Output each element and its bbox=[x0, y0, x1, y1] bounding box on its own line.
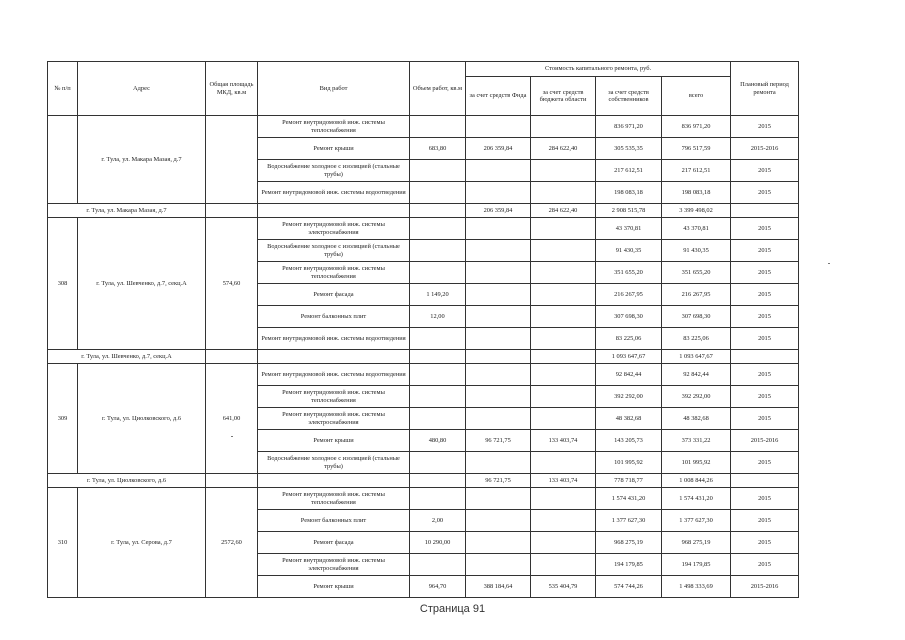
total-cell: 307 698,30 bbox=[662, 306, 731, 328]
area-cell: 574,60 bbox=[206, 218, 258, 350]
period-cell: 2015 bbox=[731, 262, 799, 284]
volume-cell: 964,70 bbox=[410, 576, 466, 598]
owners-cell: 1 574 431,20 bbox=[596, 488, 662, 510]
work-type-cell: Ремонт внутридомовой инж. системы теплоснабжения bbox=[258, 488, 410, 510]
fund-cell bbox=[466, 284, 531, 306]
period-cell: 2015 bbox=[731, 284, 799, 306]
volume-cell bbox=[410, 554, 466, 576]
owners-cell: 194 179,85 bbox=[596, 554, 662, 576]
subtotal-owners: 1 093 647,67 bbox=[596, 350, 662, 364]
owners-cell: 305 535,35 bbox=[596, 138, 662, 160]
subtotal-empty bbox=[731, 350, 799, 364]
fund-cell bbox=[466, 488, 531, 510]
subtotal-empty bbox=[410, 204, 466, 218]
period-cell: 2015 bbox=[731, 408, 799, 430]
region-cell bbox=[531, 218, 596, 240]
owners-cell: 43 370,81 bbox=[596, 218, 662, 240]
total-cell: 373 331,22 bbox=[662, 430, 731, 452]
row-number bbox=[48, 116, 78, 204]
volume-cell: 2,00 bbox=[410, 510, 466, 532]
total-cell: 92 842,44 bbox=[662, 364, 731, 386]
region-cell: 284 622,40 bbox=[531, 138, 596, 160]
fund-cell bbox=[466, 554, 531, 576]
volume-cell bbox=[410, 488, 466, 510]
owners-cell: 92 842,44 bbox=[596, 364, 662, 386]
volume-cell bbox=[410, 116, 466, 138]
subtotal-owners: 2 908 515,78 bbox=[596, 204, 662, 218]
header-address: Адрес bbox=[78, 62, 206, 116]
row-number: 309 bbox=[48, 364, 78, 474]
subtotal-empty bbox=[731, 474, 799, 488]
owners-cell: 836 971,20 bbox=[596, 116, 662, 138]
volume-cell bbox=[410, 240, 466, 262]
fund-cell: 388 184,64 bbox=[466, 576, 531, 598]
work-type-cell: Ремонт фасада bbox=[258, 532, 410, 554]
address-cell: г. Тула, ул. Серова, д.7 bbox=[78, 488, 206, 598]
subtotal-empty bbox=[206, 350, 258, 364]
region-cell: 535 404,79 bbox=[531, 576, 596, 598]
volume-cell bbox=[410, 364, 466, 386]
work-type-cell: Водоснабжение холодное с изоляцией (стальные трубы) bbox=[258, 452, 410, 474]
owners-cell: 216 267,95 bbox=[596, 284, 662, 306]
header-period: Плановый период ремонта bbox=[731, 62, 799, 116]
subtotal-address: г. Тула, ул. Шевченко, д.7, секц.А bbox=[48, 350, 206, 364]
volume-cell bbox=[410, 160, 466, 182]
header-fund: за счет средств Фнда bbox=[466, 77, 531, 116]
fund-cell bbox=[466, 306, 531, 328]
volume-cell bbox=[410, 218, 466, 240]
work-type-cell: Ремонт внутридомовой инж. системы теплоснабжения bbox=[258, 116, 410, 138]
owners-cell: 307 698,30 bbox=[596, 306, 662, 328]
work-type-cell: Ремонт внутридомовой инж. системы электроснабжения bbox=[258, 218, 410, 240]
fund-cell bbox=[466, 364, 531, 386]
owners-cell: 83 225,06 bbox=[596, 328, 662, 350]
region-cell bbox=[531, 182, 596, 204]
subtotal-region: 133 403,74 bbox=[531, 474, 596, 488]
volume-cell bbox=[410, 182, 466, 204]
period-cell: 2015-2016 bbox=[731, 430, 799, 452]
table-row bbox=[48, 488, 799, 510]
work-type-cell: Ремонт крыши bbox=[258, 430, 410, 452]
header-area: Общая площадь МКД, кв.м bbox=[206, 62, 258, 116]
subtotal-fund: 96 721,75 bbox=[466, 474, 531, 488]
volume-cell: 1 149,20 bbox=[410, 284, 466, 306]
volume-cell: 12,00 bbox=[410, 306, 466, 328]
subtotal-row bbox=[48, 350, 799, 364]
work-type-cell: Ремонт внутридомовой инж. системы теплоснабжения bbox=[258, 386, 410, 408]
work-type-cell: Ремонт внутридомовой инж. системы водоотведения bbox=[258, 364, 410, 386]
region-cell bbox=[531, 328, 596, 350]
scan-speck bbox=[231, 436, 233, 437]
total-cell: 198 083,18 bbox=[662, 182, 731, 204]
total-cell: 392 292,00 bbox=[662, 386, 731, 408]
fund-cell bbox=[466, 160, 531, 182]
region-cell bbox=[531, 284, 596, 306]
area-cell: 2572,60 bbox=[206, 488, 258, 598]
region-cell bbox=[531, 532, 596, 554]
volume-cell: 480,80 bbox=[410, 430, 466, 452]
total-cell: 91 430,35 bbox=[662, 240, 731, 262]
subtotal-address: г. Тула, ул. Макара Мазая, д.7 bbox=[48, 204, 206, 218]
period-cell: 2015 bbox=[731, 510, 799, 532]
subtotal-empty bbox=[410, 350, 466, 364]
fund-cell: 206 359,84 bbox=[466, 138, 531, 160]
total-cell: 836 971,20 bbox=[662, 116, 731, 138]
fund-cell bbox=[466, 116, 531, 138]
owners-cell: 351 655,20 bbox=[596, 262, 662, 284]
fund-cell bbox=[466, 182, 531, 204]
work-type-cell: Водоснабжение холодное с изоляцией (стальные трубы) bbox=[258, 240, 410, 262]
fund-cell bbox=[466, 532, 531, 554]
table-row bbox=[48, 218, 799, 240]
owners-cell: 217 612,51 bbox=[596, 160, 662, 182]
period-cell: 2015 bbox=[731, 386, 799, 408]
header-volume: Объем работ, кв.м bbox=[410, 62, 466, 116]
subtotal-row bbox=[48, 474, 799, 488]
header-total: всего bbox=[662, 77, 731, 116]
total-cell: 43 370,81 bbox=[662, 218, 731, 240]
owners-cell: 143 205,73 bbox=[596, 430, 662, 452]
work-type-cell: Ремонт крыши bbox=[258, 576, 410, 598]
period-cell: 2015 bbox=[731, 488, 799, 510]
owners-cell: 101 995,92 bbox=[596, 452, 662, 474]
total-cell: 48 382,68 bbox=[662, 408, 731, 430]
work-type-cell: Ремонт внутридомовой инж. системы теплоснабжения bbox=[258, 262, 410, 284]
owners-cell: 48 382,68 bbox=[596, 408, 662, 430]
region-cell bbox=[531, 160, 596, 182]
work-type-cell: Ремонт балконных плит bbox=[258, 510, 410, 532]
total-cell: 1 377 627,30 bbox=[662, 510, 731, 532]
region-cell bbox=[531, 116, 596, 138]
total-cell: 217 612,51 bbox=[662, 160, 731, 182]
region-cell bbox=[531, 386, 596, 408]
fund-cell bbox=[466, 510, 531, 532]
region-cell bbox=[531, 262, 596, 284]
total-cell: 796 517,59 bbox=[662, 138, 731, 160]
total-cell: 351 655,20 bbox=[662, 262, 731, 284]
region-cell bbox=[531, 240, 596, 262]
fund-cell bbox=[466, 452, 531, 474]
table-body bbox=[48, 116, 799, 598]
volume-cell bbox=[410, 408, 466, 430]
header-owners: за счет средств собственников bbox=[596, 77, 662, 116]
address-cell: г. Тула, ул. Макара Мазая, д.7 bbox=[78, 116, 206, 204]
header-cost-group: Стоимость капитального ремонта, руб. bbox=[466, 62, 731, 77]
area-cell bbox=[206, 116, 258, 204]
region-cell bbox=[531, 306, 596, 328]
total-cell: 1 498 333,69 bbox=[662, 576, 731, 598]
subtotal-owners: 778 718,77 bbox=[596, 474, 662, 488]
region-cell bbox=[531, 488, 596, 510]
subtotal-empty bbox=[206, 204, 258, 218]
total-cell: 216 267,95 bbox=[662, 284, 731, 306]
subtotal-empty bbox=[258, 474, 410, 488]
owners-cell: 392 292,00 bbox=[596, 386, 662, 408]
subtotal-empty bbox=[206, 474, 258, 488]
table-row bbox=[48, 364, 799, 386]
region-cell: 133 403,74 bbox=[531, 430, 596, 452]
owners-cell: 1 377 627,30 bbox=[596, 510, 662, 532]
subtotal-empty bbox=[731, 204, 799, 218]
period-cell: 2015-2016 bbox=[731, 576, 799, 598]
subtotal-total: 3 399 498,02 bbox=[662, 204, 731, 218]
fund-cell bbox=[466, 218, 531, 240]
work-type-cell: Ремонт внутридомовой инж. системы электроснабжения bbox=[258, 554, 410, 576]
fund-cell bbox=[466, 262, 531, 284]
volume-cell bbox=[410, 262, 466, 284]
period-cell: 2015 bbox=[731, 160, 799, 182]
period-cell: 2015 bbox=[731, 218, 799, 240]
scan-speck bbox=[828, 263, 830, 264]
fund-cell: 96 721,75 bbox=[466, 430, 531, 452]
owners-cell: 91 430,35 bbox=[596, 240, 662, 262]
subtotal-region: 284 622,40 bbox=[531, 204, 596, 218]
fund-cell bbox=[466, 386, 531, 408]
subtotal-empty bbox=[410, 474, 466, 488]
header-region: за счет средств бюджета области bbox=[531, 77, 596, 116]
period-cell: 2015 bbox=[731, 364, 799, 386]
row-number: 310 bbox=[48, 488, 78, 598]
subtotal-fund bbox=[466, 350, 531, 364]
region-cell bbox=[531, 510, 596, 532]
work-type-cell: Ремонт внутридомовой инж. системы водоотведения bbox=[258, 328, 410, 350]
region-cell bbox=[531, 554, 596, 576]
table-row bbox=[48, 116, 799, 138]
period-cell: 2015-2016 bbox=[731, 138, 799, 160]
volume-cell bbox=[410, 386, 466, 408]
period-cell: 2015 bbox=[731, 532, 799, 554]
region-cell bbox=[531, 408, 596, 430]
fund-cell bbox=[466, 408, 531, 430]
total-cell: 968 275,19 bbox=[662, 532, 731, 554]
work-type-cell: Ремонт внутридомовой инж. системы электроснабжения bbox=[258, 408, 410, 430]
owners-cell: 574 744,26 bbox=[596, 576, 662, 598]
total-cell: 101 995,92 bbox=[662, 452, 731, 474]
subtotal-row bbox=[48, 204, 799, 218]
total-cell: 83 225,06 bbox=[662, 328, 731, 350]
period-cell: 2015 bbox=[731, 240, 799, 262]
header-num: № п/п bbox=[48, 62, 78, 116]
period-cell: 2015 bbox=[731, 452, 799, 474]
header-work-type: Вид работ bbox=[258, 62, 410, 116]
volume-cell: 10 290,00 bbox=[410, 532, 466, 554]
owners-cell: 198 083,18 bbox=[596, 182, 662, 204]
subtotal-total: 1 093 647,67 bbox=[662, 350, 731, 364]
area-cell: 641,00 bbox=[206, 364, 258, 474]
volume-cell bbox=[410, 328, 466, 350]
total-cell: 194 179,85 bbox=[662, 554, 731, 576]
work-type-cell: Ремонт внутридомовой инж. системы водоотведения bbox=[258, 182, 410, 204]
subtotal-fund: 206 359,84 bbox=[466, 204, 531, 218]
subtotal-address: г. Тула, ул. Циолковского, д.6 bbox=[48, 474, 206, 488]
work-type-cell: Ремонт фасада bbox=[258, 284, 410, 306]
subtotal-empty bbox=[258, 204, 410, 218]
repair-cost-table bbox=[47, 61, 799, 598]
owners-cell: 968 275,19 bbox=[596, 532, 662, 554]
period-cell: 2015 bbox=[731, 306, 799, 328]
page-number: Страница 91 bbox=[419, 603, 486, 615]
row-number: 308 bbox=[48, 218, 78, 350]
address-cell: г. Тула, ул. Шевченко, д.7, секц.А bbox=[78, 218, 206, 350]
address-cell: г. Тула, ул. Циолковского, д.6 bbox=[78, 364, 206, 474]
period-cell: 2015 bbox=[731, 182, 799, 204]
work-type-cell: Ремонт балконных плит bbox=[258, 306, 410, 328]
region-cell bbox=[531, 452, 596, 474]
volume-cell bbox=[410, 452, 466, 474]
fund-cell bbox=[466, 328, 531, 350]
period-cell: 2015 bbox=[731, 328, 799, 350]
period-cell: 2015 bbox=[731, 554, 799, 576]
total-cell: 1 574 431,20 bbox=[662, 488, 731, 510]
period-cell: 2015 bbox=[731, 116, 799, 138]
volume-cell: 683,80 bbox=[410, 138, 466, 160]
fund-cell bbox=[466, 240, 531, 262]
work-type-cell: Ремонт крыши bbox=[258, 138, 410, 160]
region-cell bbox=[531, 364, 596, 386]
work-type-cell: Водоснабжение холодное с изоляцией (стальные трубы) bbox=[258, 160, 410, 182]
subtotal-empty bbox=[258, 350, 410, 364]
subtotal-total: 1 008 844,26 bbox=[662, 474, 731, 488]
subtotal-region bbox=[531, 350, 596, 364]
